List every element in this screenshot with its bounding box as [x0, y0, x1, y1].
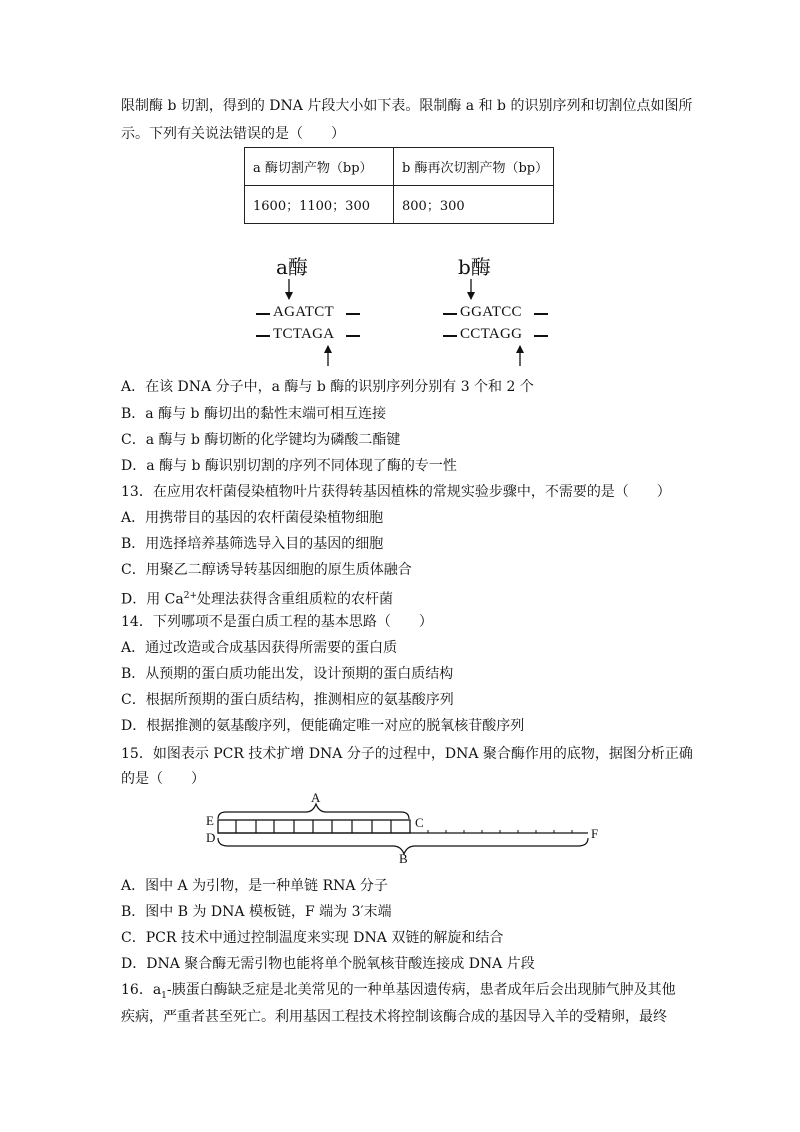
enzyme-b-top-seq: GGATCC	[460, 304, 522, 320]
q13-option-d-rest: 处理法获得含重组质粒的农杆菌	[197, 591, 394, 608]
q14-option-d: D．根据推测的氨基酸序列，便能确定唯一对应的脱氧核苷酸序列	[121, 718, 525, 734]
q13-option-d-sup: 2+	[183, 591, 198, 601]
q12-option-c: C．a 酶与 b 酶切断的化学键均为磷酸二酯键	[121, 432, 401, 448]
table-header-a: a 酶切割产物（bp）	[245, 148, 394, 186]
intro-line-2: 示。下列有关说法错误的是（ ）	[121, 126, 345, 142]
q16-line-2: 疾病，严重者甚至死亡。利用基因工程技术将控制该酶合成的基因导入羊的受精卵，最终	[121, 1009, 667, 1025]
q12-option-b: B．a 酶与 b 酶切出的黏性末端可相互连接	[121, 406, 386, 422]
enzyme-a-bottom-right-dash	[346, 335, 360, 337]
q15-option-a: A．图中 A 为引物，是一种单链 RNA 分子	[121, 878, 388, 894]
label-d: D	[206, 830, 216, 845]
label-e: E	[206, 813, 214, 828]
q16-line-1	[121, 980, 676, 1006]
enzyme-b-cut-arrow-up	[514, 344, 526, 366]
enzyme-a-top-seq: AGATCT	[273, 304, 334, 320]
label-b: B	[399, 851, 408, 866]
enzyme-a-bottom-seq: TCTAGA	[273, 326, 335, 342]
q15-stem-line-2: 的是（ ）	[121, 771, 205, 787]
enzyme-b-bottom-seq: CCTAGG	[460, 326, 523, 342]
intro-line-1: 限制酶 b 切割，得到的 DNA 片段大小如下表。限制酶 a 和 b 的识别序列和切割位点如图所	[121, 98, 693, 114]
q12-option-a: A．在该 DNA 分子中，a 酶与 b 酶的识别序列分别有 3 个和 2 个	[121, 379, 534, 395]
q13-option-b: B．用选择培养基筛选导入目的基因的细胞	[121, 536, 384, 552]
label-c: C	[415, 815, 424, 830]
q15-option-d: D．DNA 聚合酶无需引物也能将单个脱氧核苷酸连接成 DNA 片段	[121, 956, 535, 972]
enzyme-b-top-right-dash	[534, 313, 548, 315]
q12-option-d: D．a 酶与 b 酶识别切割的序列不同体现了酶的专一性	[121, 458, 457, 474]
q16-number: 16．a	[121, 982, 162, 998]
enzyme-a-top-right-dash	[346, 313, 360, 315]
q14-option-c: C．根据所预期的蛋白质结构，推测相应的氨基酸序列	[121, 692, 454, 708]
enzyme-b-bottom-left-dash	[443, 335, 457, 337]
enzyme-b-bottom-right-dash	[534, 335, 548, 337]
enzyme-a-label: a酶	[276, 255, 308, 279]
enzyme-a-bottom-left-dash	[256, 335, 270, 337]
table-cell-b: 800；300	[394, 186, 554, 224]
enzyme-b-top-left-dash	[443, 313, 457, 315]
q16-line-1-rest: -胰蛋白酶缺乏症是北美常见的一种单基因遗传病，患者成年后会出现肺气肿及其他	[166, 982, 676, 998]
enzyme-b-cut-arrow-down	[465, 279, 477, 301]
q15-stem-line-1: 15．如图表示 PCR 技术扩增 DNA 分子的过程中，DNA 聚合酶作用的底物，据图分析正确	[121, 746, 693, 762]
table-cell-a: 1600；1100；300	[245, 186, 394, 224]
table-header-b: b 酶再次切割产物（bp）	[394, 148, 554, 186]
q13-option-c: C．用聚乙二醇诱导转基因细胞的原生质体融合	[121, 562, 412, 578]
table-row	[245, 186, 554, 224]
enzyme-a-cut-arrow-down	[283, 279, 295, 301]
q13-stem: 13．在应用农杆菌侵染植物叶片获得转基因植株的常规实验步骤中，不需要的是（ ）	[121, 484, 671, 500]
digest-table	[244, 147, 554, 224]
enzyme-a-top-left-dash	[256, 313, 270, 315]
q15-option-c: C．PCR 技术中通过控制温度来实现 DNA 双链的解旋和结合	[121, 930, 504, 946]
enzyme-b-label: b酶	[458, 255, 491, 279]
q13-option-d-prefix: D．用 Ca	[121, 591, 184, 608]
label-f: F	[591, 826, 599, 841]
label-a: A	[311, 790, 321, 805]
table-header-row	[245, 148, 554, 186]
q14-stem: 14．下列哪项不是蛋白质工程的基本思路（ ）	[121, 614, 433, 630]
q13-option-d	[121, 586, 393, 610]
q14-option-b: B．从预期的蛋白质功能出发，设计预期的蛋白质结构	[121, 666, 454, 682]
enzyme-a-cut-arrow-up	[322, 344, 334, 366]
q14-option-a: A．通过改造或合成基因获得所需要的蛋白质	[121, 640, 398, 656]
brace-a	[218, 804, 409, 819]
q16-subscript: 1	[161, 990, 167, 1001]
q15-option-b: B．图中 B 为 DNA 模板链，F 端为 3′末端	[121, 904, 392, 920]
primer-box	[218, 820, 410, 833]
q13-option-a: A．用携带目的基因的农杆菌侵染植物细胞	[121, 510, 384, 526]
